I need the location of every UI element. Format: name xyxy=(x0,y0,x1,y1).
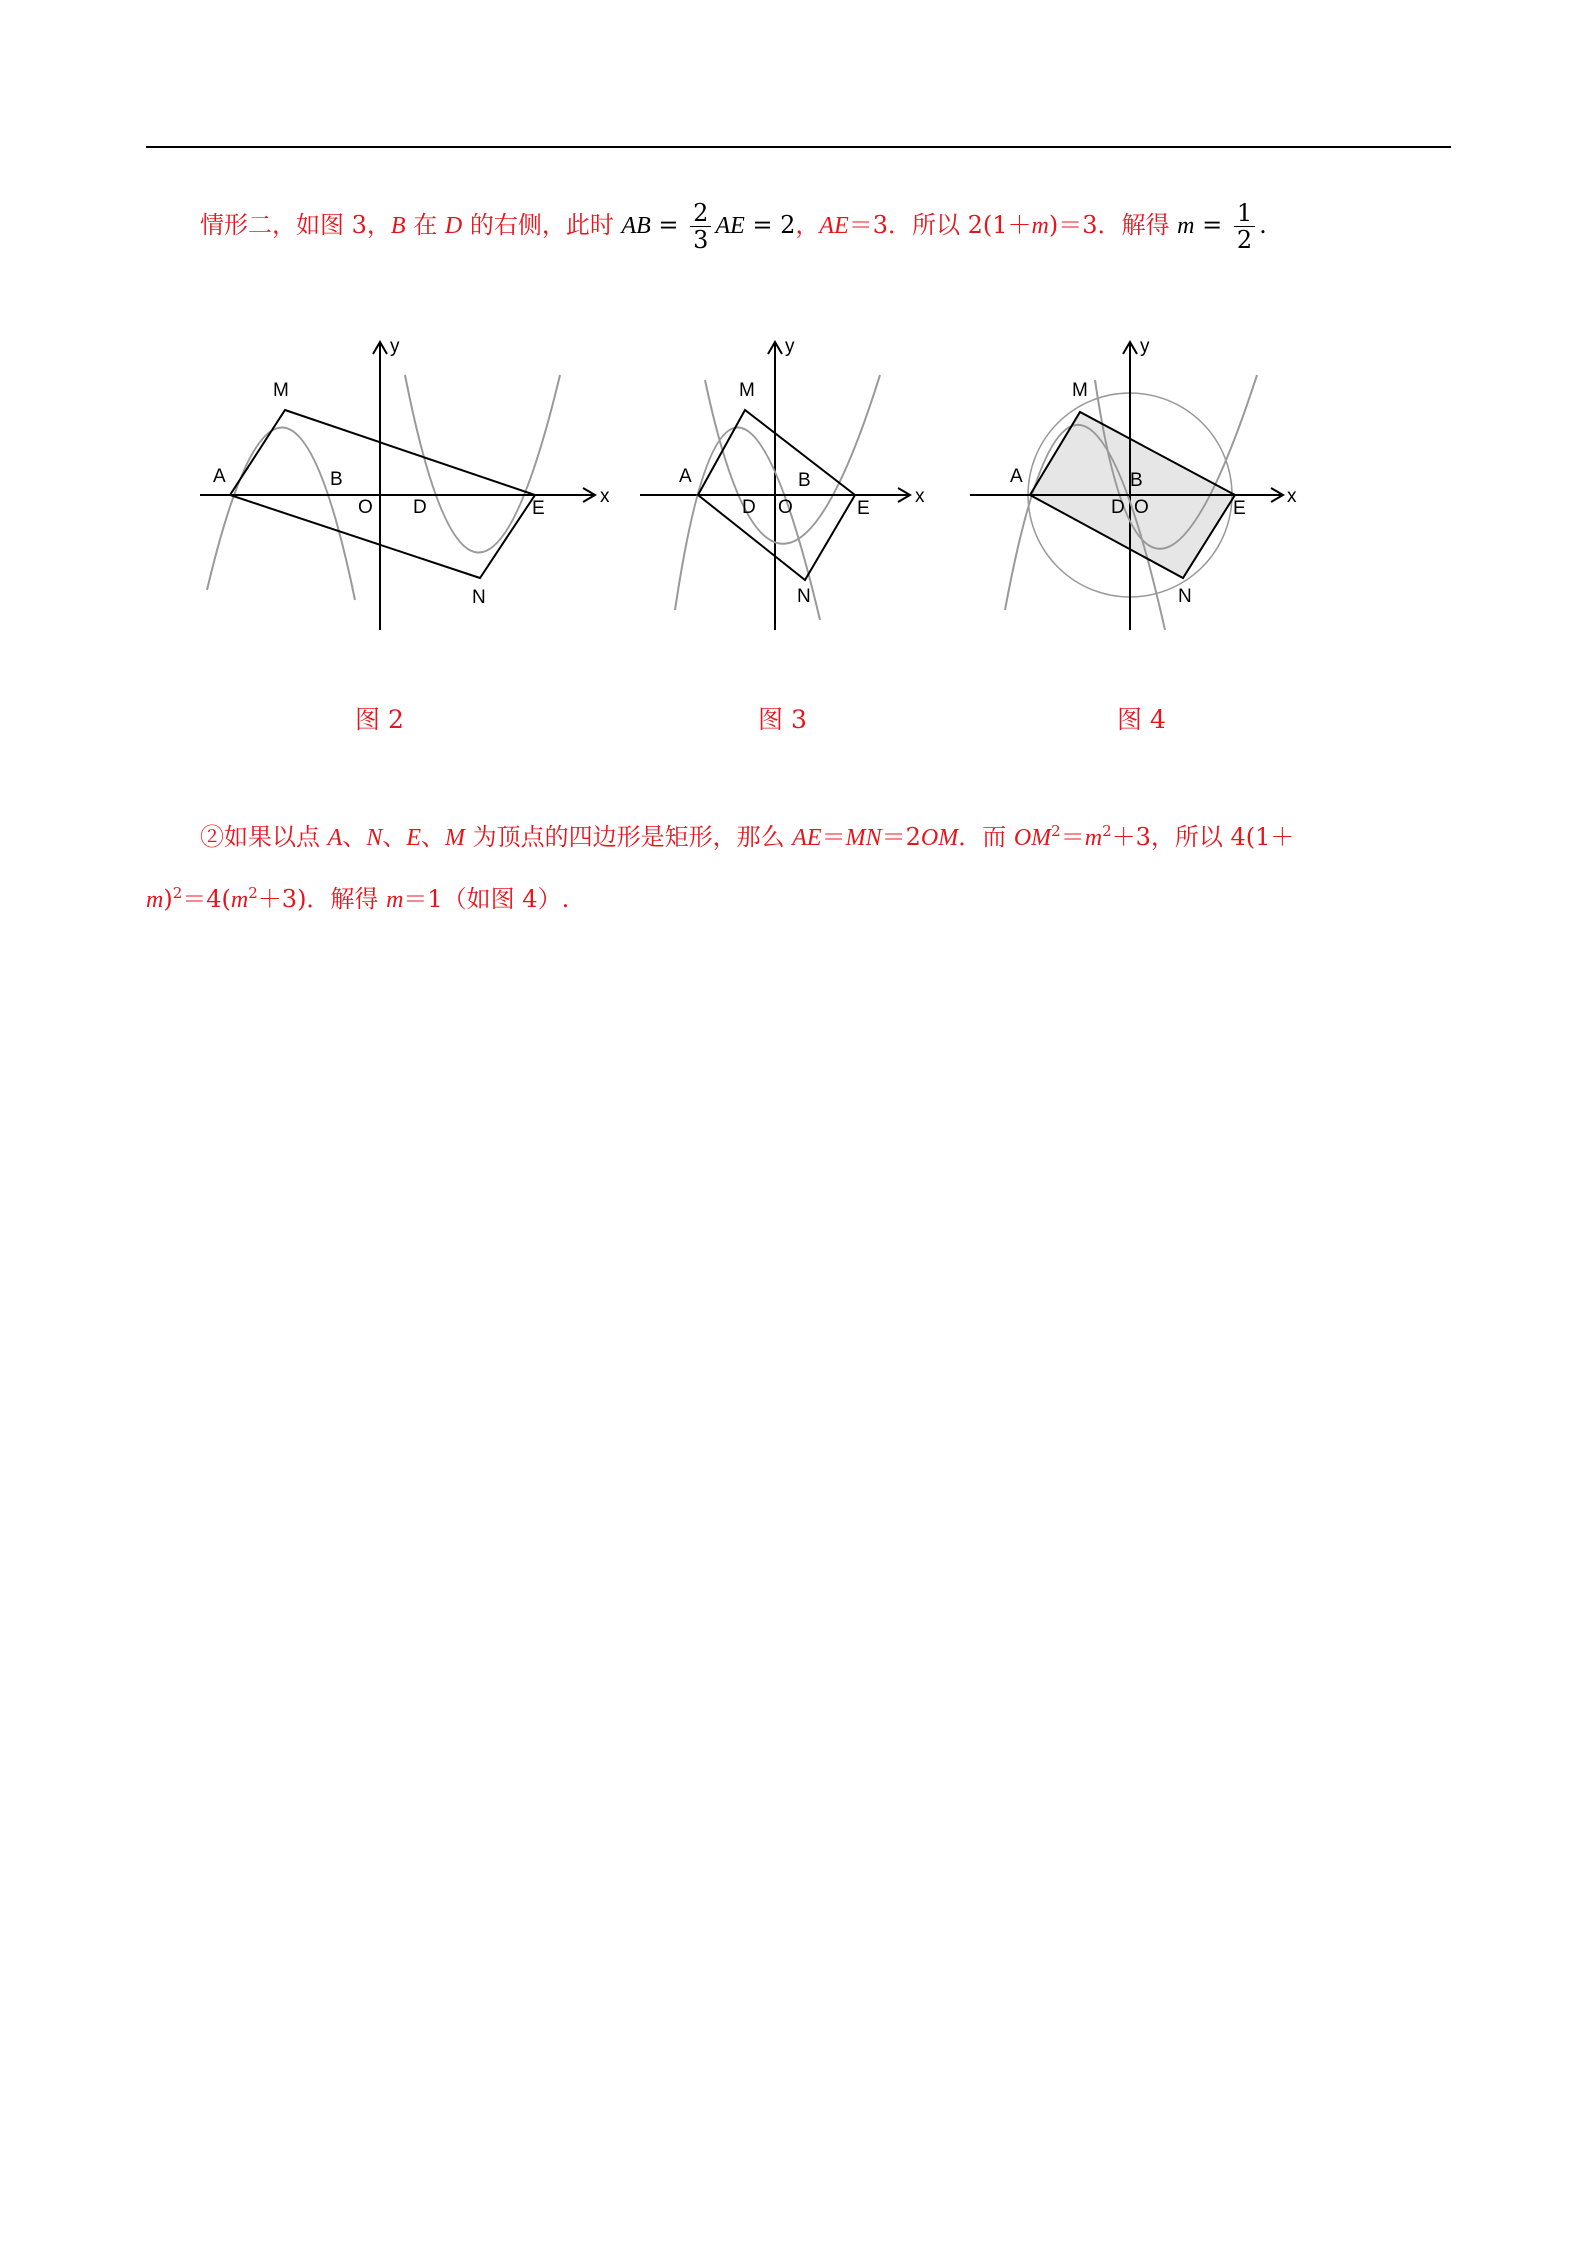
label-x: x xyxy=(1287,486,1297,507)
label-E: E xyxy=(532,498,545,519)
rectangle-case-paragraph xyxy=(200,815,1294,854)
label-x: x xyxy=(600,486,610,507)
p2-eq2: ＝2 xyxy=(881,823,921,851)
p2-sup-c: 2 xyxy=(172,884,183,902)
label-x: x xyxy=(915,486,925,507)
p2-eq3: ＝ xyxy=(1060,823,1085,851)
p2-var-m-a: m xyxy=(1084,825,1103,851)
frac2-numerator: 1 xyxy=(1234,200,1255,227)
label-D: D xyxy=(742,497,756,518)
figure-2 xyxy=(195,330,615,644)
p2-text-d: ＋3，所以 4(1＋ xyxy=(1111,823,1295,851)
label-N: N xyxy=(1178,586,1192,607)
label-D: D xyxy=(413,497,427,518)
label-E: E xyxy=(857,498,870,519)
p2-text-f: ＝4( xyxy=(182,885,231,913)
p2-sep3: 、 xyxy=(421,823,445,851)
text-mid2: 的右侧，此时 xyxy=(462,211,622,239)
math-AB: AB xyxy=(621,213,651,239)
p2-var-N: N xyxy=(366,825,383,851)
p2-text-e: ) xyxy=(163,885,173,913)
p2-text-a: ②如果以点 xyxy=(200,823,328,851)
p2-var-m-d: m xyxy=(386,887,404,913)
text-after-AE: ＝3．所以 2(1＋ xyxy=(848,211,1032,239)
math-eq1: = xyxy=(650,211,687,239)
p2-sep2: 、 xyxy=(382,823,407,851)
label-M: M xyxy=(739,380,755,401)
text-comma: ， xyxy=(795,211,820,239)
p2-var-m-c: m xyxy=(230,887,249,913)
math-end: . xyxy=(1259,211,1267,239)
label-M: M xyxy=(273,380,289,401)
text-mid1: 在 xyxy=(405,211,445,239)
rectangle-case-paragraph-line2 xyxy=(146,877,569,916)
caption-fig3: 图 3 xyxy=(758,705,807,734)
frac2-denominator: 2 xyxy=(1236,226,1253,254)
p2-var-OM: OM xyxy=(920,825,959,851)
label-N: N xyxy=(472,587,486,608)
caption-fig4: 图 4 xyxy=(1117,705,1166,734)
p2-eq1: ＝ xyxy=(821,823,846,851)
p2-var-AE: AE xyxy=(792,825,822,851)
p2-var-m-b: m xyxy=(146,887,164,913)
p2-var-E: E xyxy=(406,825,421,851)
var-B: B xyxy=(390,213,406,239)
label-O: O xyxy=(778,497,793,518)
label-E: E xyxy=(1233,498,1246,519)
math-m: m xyxy=(1177,213,1195,239)
var-D: D xyxy=(444,213,463,239)
text-prefix: 情形二，如图 3， xyxy=(200,211,391,239)
label-B: B xyxy=(330,469,343,490)
p2-sup-a: 2 xyxy=(1051,822,1061,840)
label-O: O xyxy=(1134,497,1149,518)
fraction-one-half xyxy=(1234,200,1255,253)
p2-sep1: 、 xyxy=(342,823,367,851)
label-y: y xyxy=(1140,336,1150,357)
label-M: M xyxy=(1072,380,1088,401)
label-D: D xyxy=(1111,497,1125,518)
p2-var-MN: MN xyxy=(845,825,882,851)
caption-fig2: 图 2 xyxy=(355,705,404,734)
p2-var-OM-sq: OM xyxy=(1013,825,1052,851)
var-m: m xyxy=(1031,213,1049,239)
math-eq2: = 2 xyxy=(744,211,796,239)
math-eq3: = xyxy=(1194,211,1230,239)
figure-2-svg xyxy=(195,330,615,640)
figure-4 xyxy=(965,330,1315,644)
frac-denominator: 3 xyxy=(693,226,709,254)
p2-sup-b: 2 xyxy=(1102,822,1112,840)
frac-numerator: 2 xyxy=(690,200,711,227)
text-after-m: )＝3．解得 xyxy=(1048,211,1178,239)
formula-AB xyxy=(621,199,796,254)
p2-text-g: ＋3)．解得 xyxy=(257,885,387,913)
label-A: A xyxy=(1010,466,1023,487)
figure-3 xyxy=(635,330,935,644)
fraction-two-thirds xyxy=(690,200,711,253)
label-O: O xyxy=(358,497,373,518)
header-rule xyxy=(146,146,1451,148)
label-y: y xyxy=(785,336,795,357)
label-N: N xyxy=(797,586,811,607)
label-A: A xyxy=(213,466,226,487)
math-AE: AE xyxy=(715,213,745,239)
label-B: B xyxy=(798,470,811,491)
p2-var-A: A xyxy=(327,825,343,851)
var-AE: AE xyxy=(819,213,849,239)
figure-3-svg xyxy=(635,330,935,640)
figure-4-svg xyxy=(965,330,1315,640)
p2-text-h: ＝1（如图 4）. xyxy=(403,885,570,913)
p2-text-b: 为顶点的四边形是矩形，那么 xyxy=(465,823,793,851)
label-y: y xyxy=(390,336,400,357)
label-A: A xyxy=(679,466,692,487)
label-B: B xyxy=(1130,470,1143,491)
formula-m-half xyxy=(1177,199,1267,254)
p2-sup-d: 2 xyxy=(248,884,258,902)
p2-var-M: M xyxy=(445,825,465,851)
case-two-line xyxy=(200,200,1267,253)
p2-text-c: ．而 xyxy=(958,823,1014,851)
